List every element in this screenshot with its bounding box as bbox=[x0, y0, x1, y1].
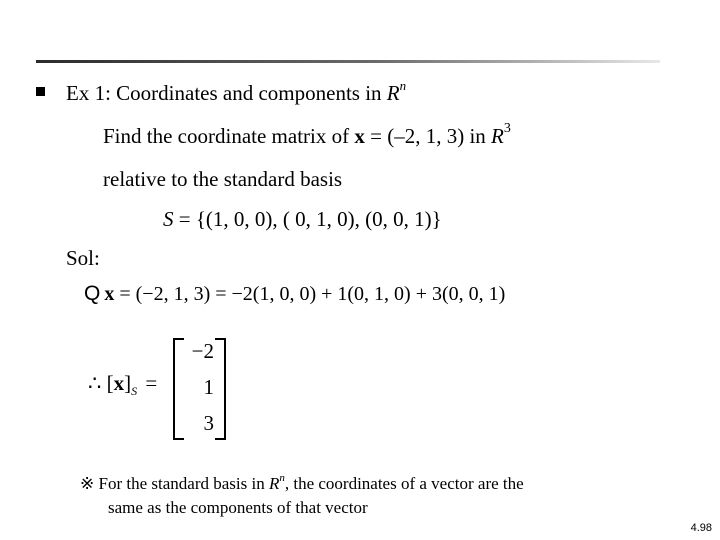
note-line-2: same as the components of that vector bbox=[108, 498, 368, 517]
basis-S: S bbox=[163, 207, 174, 231]
basis-set: = {(1, 0, 0), ( 0, 1, 0), (0, 0, 1)} bbox=[173, 207, 442, 231]
heading-sup: n bbox=[399, 78, 407, 93]
subscript-S: S bbox=[131, 384, 138, 398]
left-bracket: [ bbox=[106, 371, 114, 395]
note-line-1 bbox=[80, 472, 524, 498]
problem-line1-pre: Find the coordinate matrix of bbox=[103, 124, 355, 148]
note-R-sup: n bbox=[279, 472, 285, 484]
equals-sign: = bbox=[145, 371, 158, 395]
page-number: 4.98 bbox=[690, 522, 712, 534]
because-symbol: Q bbox=[84, 282, 101, 305]
note-line1-pre: For the standard basis in bbox=[94, 474, 269, 493]
problem-vector-x: x bbox=[354, 124, 365, 148]
solution-x: x bbox=[104, 283, 115, 305]
problem-line-2: relative to the standard basis bbox=[103, 167, 343, 191]
square-bullet-icon bbox=[36, 87, 45, 96]
problem-R-sup: 3 bbox=[503, 121, 511, 136]
matrix-left-bracket bbox=[173, 338, 184, 440]
result-x: x bbox=[113, 371, 125, 395]
matrix-entries bbox=[184, 338, 214, 436]
note-line1-post: , the coordinates of a vector are the bbox=[284, 474, 524, 493]
note-R: R bbox=[268, 474, 280, 493]
note-mark: ※ bbox=[80, 474, 95, 493]
matrix-entry: 1 bbox=[203, 375, 214, 399]
matrix-entry: −2 bbox=[191, 339, 214, 363]
problem-line-1 bbox=[103, 121, 511, 149]
matrix-right-bracket bbox=[215, 338, 226, 440]
problem-line1-eq: = (–2, 1, 3) in bbox=[364, 124, 492, 148]
heading-text: Ex 1: Coordinates and components in bbox=[66, 81, 387, 105]
problem-R: R bbox=[491, 124, 504, 148]
solution-label: Sol: bbox=[66, 246, 100, 270]
title-rule bbox=[36, 60, 660, 63]
solution-expression: = (−2, 1, 3) = −2(1, 0, 0) + 1(0, 1, 0) + 3(0, 0, 1) bbox=[114, 283, 506, 305]
heading bbox=[66, 78, 407, 106]
heading-R: R bbox=[386, 81, 400, 105]
solution-equation bbox=[84, 282, 505, 306]
therefore-expression bbox=[88, 371, 157, 396]
right-bracket: ] bbox=[124, 371, 132, 395]
matrix-entry: 3 bbox=[203, 411, 214, 435]
coordinate-matrix-result bbox=[88, 338, 228, 438]
basis-line bbox=[163, 207, 442, 232]
therefore-symbol: ∴ bbox=[88, 371, 102, 395]
